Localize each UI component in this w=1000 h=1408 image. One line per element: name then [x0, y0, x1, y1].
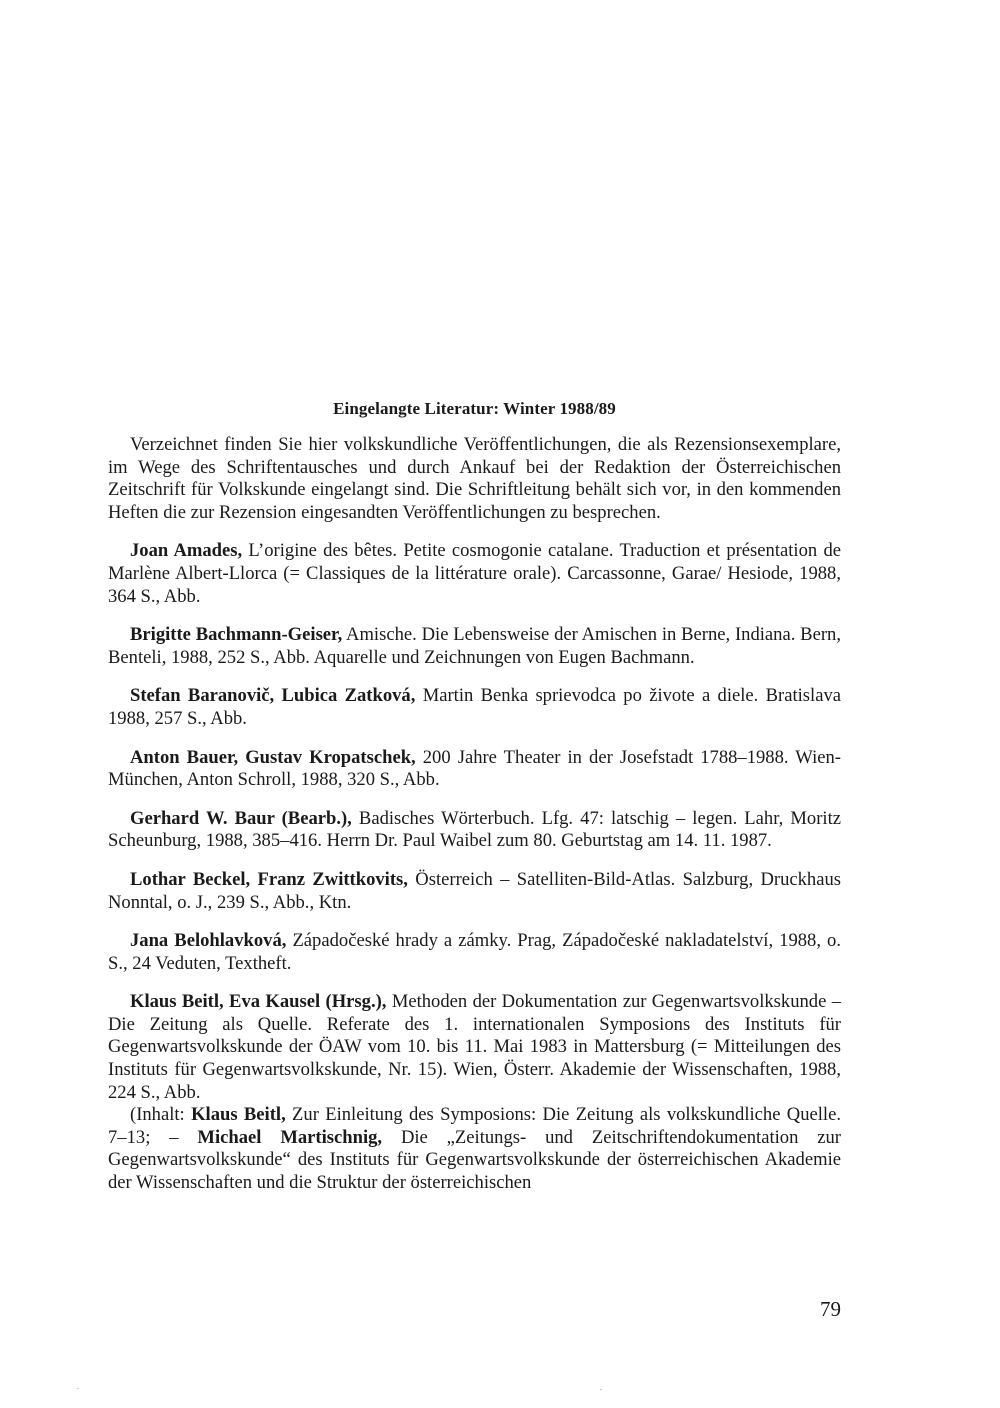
- contents-text: Zur Einleitung des Symposions: Die Zeitung als volkskundliche Quelle. 7–13; –: [108, 1104, 841, 1148]
- entry-author: Joan Amades,: [130, 540, 243, 562]
- page-number: 79: [820, 1297, 841, 1321]
- entry-text: Badisches Wörterbuch. Lfg. 47: latschig – legen. Lahr, Moritz Scheunburg, 1988, 385–416. Herrn Dr. Paul Waibel zum 80. Geburtstag am 14. 11. 1987.: [108, 807, 841, 852]
- entry-author: Lothar Beckel, Franz Zwittkovits,: [130, 868, 408, 890]
- entry-author: Stefan Baranovič, Lubica Zatková,: [130, 685, 416, 707]
- contents-author: Klaus Beitl,: [191, 1104, 286, 1126]
- entry-author: Brigitte Bachmann-Geiser,: [130, 624, 343, 646]
- bibliography-entry: [108, 991, 841, 1104]
- entry-text: Methoden der Dokumentation zur Gegenwartsvolkskunde – Die Zeitung als Quelle. Referate des 1. internationalen Symposions des Instituts für Gegenwartsvolkskunde der ÖAW vom 10. bis 11. Mai 1983 in Mattersburg (= Mitteilungen des Instituts für Gegenwartsvolkskunde, Nr. 15). Wien, Österr. Akademie der Wissenschaften, 1988, 224 S., Abb.: [108, 991, 841, 1103]
- entry-text: Západočeské hrady a zámky. Prag, Západočeské nakladatelství, 1988, o. S., 24 Veduten, Textheft.: [108, 930, 841, 974]
- bibliography-entry: [108, 808, 841, 853]
- contents-prefix: (Inhalt:: [130, 1104, 192, 1126]
- entry-text: 200 Jahre Theater in der Josefstadt 1788–1988. Wien-München, Anton Schroll, 1988, 320 S., Abb.: [108, 746, 841, 791]
- scan-speck: [77, 1388, 79, 1389]
- contents-author: Michael Martischnig,: [197, 1126, 383, 1148]
- entry-text: Martin Benka sprievodca po živote a diele. Bratislava 1988, 257 S., Abb.: [108, 685, 841, 729]
- bibliography-entry: [108, 685, 841, 730]
- entry-author: Jana Belohlavková,: [130, 930, 287, 952]
- entry-author: Gerhard W. Baur (Bearb.),: [130, 807, 352, 829]
- entry-text: Amische. Die Lebensweise der Amischen in Berne, Indiana. Bern, Benteli, 1988, 252 S., Abb. Aquarelle und Zeichnungen von Eugen Bachmann.: [108, 624, 841, 668]
- document-page: [108, 0, 841, 1408]
- intro-paragraph: Verzeichnet finden Sie hier volkskundliche Veröffentlichungen, die als Rezensionsexemplare, im Wege des Schriftentausches und durch Ankauf bei der Redaktion der Österreichischen Zeitschrift für Volkskunde eingelangt sind. Die Schriftleitung behält sich vor, in den kommenden Heften die zur Rezension eingesandten Veröffentlichungen zu besprechen.: [108, 434, 841, 523]
- contents-note: [108, 1104, 841, 1194]
- entry-text: L’origine des bêtes. Petite cosmogonie catalane. Traduction et présentation de Marlène Albert-Llorca (= Classiques de la littérature orale). Carcassonne, Garae/ Hesiode, 1988, 364 S., Abb.: [108, 540, 841, 607]
- entry-text: Österreich – Satelliten-Bild-Atlas. Salzburg, Druckhaus Nonntal, o. J., 239 S., Abb., Ktn.: [108, 868, 842, 913]
- document-body: [108, 434, 841, 1195]
- entry-author: Anton Bauer, Gustav Kropatschek,: [130, 746, 416, 768]
- bibliography-entry: [108, 540, 841, 608]
- bibliography-entry: [108, 869, 841, 914]
- contents-text: Die „Zeitungs- und Zeitschriftendokumentation zur Gegenwartsvolkskunde“ des Instituts für Gegenwartsvolkskunde der österreichischen Akademie der Wissenschaften und die Struktur der österreichischen: [108, 1126, 842, 1194]
- entry-author: Klaus Beitl, Eva Kausel (Hrsg.),: [130, 991, 387, 1013]
- bibliography-entry: [108, 747, 841, 792]
- bibliography-entry: [108, 624, 841, 669]
- page-title: Eingelangte Literatur: Winter 1988/89: [333, 399, 616, 418]
- bibliography-entry: [108, 930, 841, 975]
- scan-speck: [600, 1389, 602, 1390]
